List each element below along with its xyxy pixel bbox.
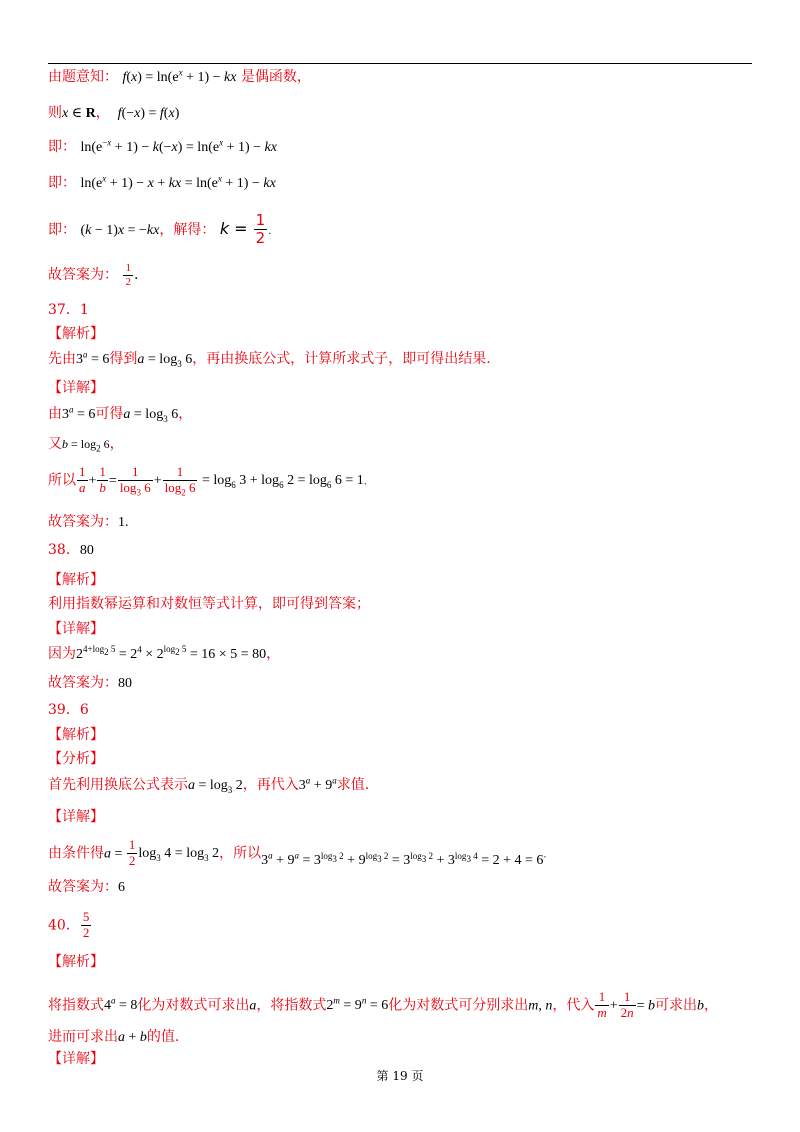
line-6: 故答案为： $\frac{1}{2}$ . — [48, 262, 139, 288]
section-jiexi-39: 【解析】 — [48, 727, 104, 743]
section-xiangjie-37: 【详解】 — [48, 380, 104, 396]
question-39-title: 39．6 — [48, 702, 89, 718]
section-jiexi-38: 【解析】 — [48, 572, 104, 588]
line-37-2: 由$3^a = 6$可得$a = \log_3 6$， — [48, 404, 193, 424]
line-1: 由题意知： $f(x) = \ln(e^x + 1)$ − kx 是偶函数， — [48, 67, 311, 85]
line-40-2: 进而可求出a + b的值. — [48, 1029, 180, 1045]
answer-39: 故答案为：6 — [48, 879, 125, 895]
section-jiexi-37: 【解析】 — [48, 326, 104, 342]
line-38-2: 因为$2^{4+log_2 5} = 2^4 \times 2^{log_2 5} = 16 \times 5 = 80$， — [48, 644, 281, 662]
line-37-4: 所以 $\frac{1}{a}$ + $\frac{1}{b}$ = $\frac{1}{\log_3 6}$ + $\frac{1}{\log_2 6}$ = $\log_6 3 + \log_6 2 = \log_6 6 = 1$. — [48, 464, 367, 498]
line-39-1: 首先利用换底公式表示$a = \log_3 2$，再代入$3^a + 9^a$求值. — [48, 775, 370, 795]
line-37-1: 先由$3^a = 6$得到$a = \log_3 6$，再由换底公式，计算所求式子，即可得出结果. — [48, 349, 491, 369]
page-number: 第 19 页 — [376, 1069, 424, 1083]
section-jiexi-40: 【解析】 — [48, 954, 104, 970]
section-xiangjie-38: 【详解】 — [48, 621, 104, 637]
question-40-title: 40． $\frac{5}{2}$ — [48, 909, 90, 940]
line-38-1: 利用指数幂运算和对数恒等式计算，即可得到答案； — [48, 596, 370, 612]
section-xiangjie-40: 【详解】 — [48, 1051, 104, 1067]
section-xiangjie-39: 【详解】 — [48, 809, 104, 825]
line-2: 则x ∈ R， f(−x) = f(x) — [48, 105, 180, 121]
line-40-1: 将指数式$4^a = 8$化为对数式可求出a，将指数式$2^m = 9^n = 6$化为对数式可分别求出m, n，代入 $\frac{1}{m}$ + $\frac{1}{2n}$ = b可求出b， — [48, 989, 719, 1020]
line-5: 即： (k − 1)x = −kx，解得： k = $\frac{1}{2}$ . — [48, 211, 272, 248]
line-4: 即： $\ln(e^x + 1) - x$ + kx = $\ln(e^x + 1)$ − kx — [48, 173, 276, 191]
line-39-2: 由条件得a = $\frac{1}{2}$ $\log_3 4 = \log_3 2$，所以$3^a + 9^a = 3^{log_3 2} + 9^{log_3 2} = 3^{log_3 2} + 3^{log_3 4} = 2 + 4 = 6$. — [48, 837, 547, 869]
question-37-title: 37．1 — [48, 302, 89, 318]
header-rule — [48, 63, 752, 64]
section-fenxi-39: 【分析】 — [48, 751, 104, 767]
line-37-3: 又$b = \log_2 6$， — [48, 436, 124, 454]
question-38-title: 38．80 — [48, 542, 94, 558]
answer-38: 故答案为：80 — [48, 675, 132, 691]
answer-37: 故答案为：1. — [48, 514, 129, 530]
line-3: 即： $\ln(e^{-x} + 1) - k(-x) = \ln(e^x + 1)$ − kx — [48, 137, 277, 155]
